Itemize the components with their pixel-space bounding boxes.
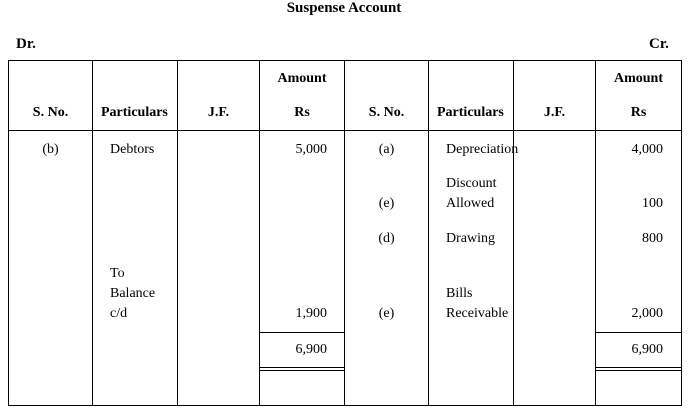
credit-row-particulars-line-2: Receivable: [446, 306, 509, 321]
debit-row-particulars: Debtors: [110, 142, 155, 157]
cr-label: Cr.: [649, 36, 669, 52]
debit-total-amount: 6,900: [295, 342, 327, 357]
debit-row-sno: (b): [42, 142, 59, 157]
debit-total-top-line: [259, 332, 345, 333]
credit-row-particulars: Drawing: [446, 231, 495, 246]
credit-total-double-line: [595, 370, 682, 371]
header-rs-credit: Rs: [630, 105, 647, 120]
debit-balance-amount: 1,900: [295, 306, 327, 321]
debit-total-bottom-line: [259, 367, 345, 368]
debit-row-amount: 5,000: [295, 142, 327, 157]
page-title: Suspense Account: [286, 0, 402, 16]
header-sno-debit: S. No.: [32, 105, 69, 120]
credit-row-amount: 4,000: [631, 142, 663, 157]
credit-row-particulars-line-2: Allowed: [446, 196, 495, 211]
header-rs-debit: Rs: [294, 105, 310, 120]
credit-row-particulars: Depreciation: [446, 142, 519, 157]
credit-total-bottom-line: [595, 367, 682, 368]
header-amount-credit: Amount: [613, 71, 663, 86]
header-particulars-debit: Particulars: [101, 105, 168, 120]
debit-balance-line-3: c/d: [110, 306, 128, 321]
credit-row-amount: 2,000: [631, 306, 663, 321]
credit-row-sno: (a): [378, 142, 395, 157]
credit-row-amount: 100: [642, 196, 663, 211]
header-sno-credit: S. No.: [368, 105, 405, 120]
credit-total-top-line: [595, 332, 682, 333]
debit-total-double-line: [259, 370, 345, 371]
credit-row-sno: (d): [378, 231, 395, 246]
credit-row-particulars-line-1: Discount: [446, 176, 497, 191]
debit-balance-line-1: To: [110, 266, 125, 281]
credit-row-sno: (e): [378, 306, 395, 321]
debit-balance-line-2: Balance: [110, 286, 156, 301]
header-jf-credit: J.F.: [543, 105, 566, 120]
header-amount-debit: Amount: [277, 71, 327, 86]
credit-row-particulars-line-1: Bills: [446, 286, 473, 301]
dr-label: Dr.: [16, 36, 36, 52]
credit-row-amount: 800: [642, 231, 663, 246]
header-jf-debit: J.F.: [207, 105, 230, 120]
header-particulars-credit: Particulars: [437, 105, 504, 120]
credit-row-sno: (e): [378, 196, 395, 211]
credit-total-amount: 6,900: [631, 342, 663, 357]
